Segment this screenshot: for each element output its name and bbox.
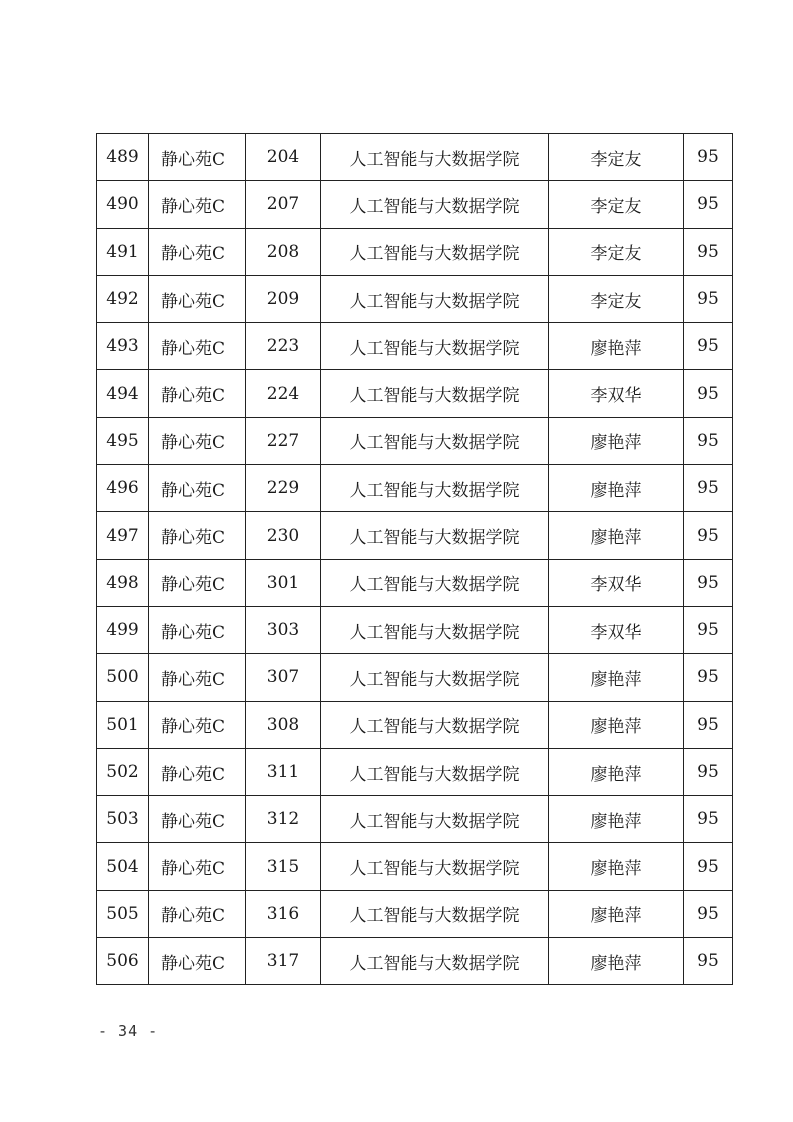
row-number-cell: 502	[97, 748, 149, 795]
college-cell: 人工智能与大数据学院	[321, 465, 549, 512]
score-cell: 95	[684, 134, 733, 181]
score-cell: 95	[684, 323, 733, 370]
table-row	[97, 654, 733, 701]
row-number-cell: 504	[97, 843, 149, 890]
college-cell: 人工智能与大数据学院	[321, 796, 549, 843]
row-number-cell: 492	[97, 275, 149, 322]
building-cell: 静心苑C	[149, 654, 246, 701]
building-cell: 静心苑C	[149, 275, 246, 322]
table-row	[97, 701, 733, 748]
building-cell: 静心苑C	[149, 748, 246, 795]
responsible-person-cell: 李双华	[549, 559, 684, 606]
room-number-cell: 223	[246, 323, 321, 370]
table-row	[97, 228, 733, 275]
table-row	[97, 606, 733, 653]
responsible-person-cell: 廖艳萍	[549, 748, 684, 795]
score-cell: 95	[684, 559, 733, 606]
table-row	[97, 181, 733, 228]
room-number-cell: 208	[246, 228, 321, 275]
row-number-cell: 506	[97, 938, 149, 985]
responsible-person-cell: 李定友	[549, 134, 684, 181]
college-cell: 人工智能与大数据学院	[321, 606, 549, 653]
score-cell: 95	[684, 654, 733, 701]
row-number-cell: 495	[97, 417, 149, 464]
score-cell: 95	[684, 512, 733, 559]
dormitory-score-table	[96, 133, 733, 985]
table-row	[97, 323, 733, 370]
room-number-cell: 311	[246, 748, 321, 795]
room-number-cell: 224	[246, 370, 321, 417]
room-number-cell: 209	[246, 275, 321, 322]
score-cell: 95	[684, 796, 733, 843]
row-number-cell: 494	[97, 370, 149, 417]
college-cell: 人工智能与大数据学院	[321, 134, 549, 181]
score-cell: 95	[684, 606, 733, 653]
responsible-person-cell: 廖艳萍	[549, 938, 684, 985]
college-cell: 人工智能与大数据学院	[321, 843, 549, 890]
building-cell: 静心苑C	[149, 890, 246, 937]
score-cell: 95	[684, 701, 733, 748]
building-cell: 静心苑C	[149, 796, 246, 843]
table-row	[97, 417, 733, 464]
table-row	[97, 370, 733, 417]
room-number-cell: 227	[246, 417, 321, 464]
college-cell: 人工智能与大数据学院	[321, 559, 549, 606]
room-number-cell: 301	[246, 559, 321, 606]
room-number-cell: 229	[246, 465, 321, 512]
room-number-cell: 204	[246, 134, 321, 181]
table-row	[97, 890, 733, 937]
table-row	[97, 938, 733, 985]
room-number-cell: 230	[246, 512, 321, 559]
responsible-person-cell: 廖艳萍	[549, 796, 684, 843]
room-number-cell: 315	[246, 843, 321, 890]
building-cell: 静心苑C	[149, 181, 246, 228]
score-cell: 95	[684, 181, 733, 228]
row-number-cell: 493	[97, 323, 149, 370]
building-cell: 静心苑C	[149, 323, 246, 370]
room-number-cell: 317	[246, 938, 321, 985]
table-row	[97, 465, 733, 512]
building-cell: 静心苑C	[149, 559, 246, 606]
row-number-cell: 505	[97, 890, 149, 937]
responsible-person-cell: 廖艳萍	[549, 654, 684, 701]
college-cell: 人工智能与大数据学院	[321, 938, 549, 985]
score-cell: 95	[684, 938, 733, 985]
college-cell: 人工智能与大数据学院	[321, 417, 549, 464]
building-cell: 静心苑C	[149, 134, 246, 181]
responsible-person-cell: 李双华	[549, 370, 684, 417]
college-cell: 人工智能与大数据学院	[321, 181, 549, 228]
room-number-cell: 316	[246, 890, 321, 937]
college-cell: 人工智能与大数据学院	[321, 370, 549, 417]
score-cell: 95	[684, 275, 733, 322]
responsible-person-cell: 廖艳萍	[549, 465, 684, 512]
building-cell: 静心苑C	[149, 843, 246, 890]
building-cell: 静心苑C	[149, 701, 246, 748]
table-row	[97, 796, 733, 843]
room-number-cell: 312	[246, 796, 321, 843]
row-number-cell: 489	[97, 134, 149, 181]
building-cell: 静心苑C	[149, 228, 246, 275]
college-cell: 人工智能与大数据学院	[321, 512, 549, 559]
table-row	[97, 748, 733, 795]
score-cell: 95	[684, 843, 733, 890]
college-cell: 人工智能与大数据学院	[321, 323, 549, 370]
table-row	[97, 512, 733, 559]
row-number-cell: 496	[97, 465, 149, 512]
responsible-person-cell: 李定友	[549, 228, 684, 275]
college-cell: 人工智能与大数据学院	[321, 654, 549, 701]
score-cell: 95	[684, 465, 733, 512]
responsible-person-cell: 廖艳萍	[549, 323, 684, 370]
table-row	[97, 275, 733, 322]
table-row	[97, 134, 733, 181]
row-number-cell: 500	[97, 654, 149, 701]
score-cell: 95	[684, 890, 733, 937]
page-number: - 34 -	[98, 1022, 159, 1040]
table-row	[97, 559, 733, 606]
responsible-person-cell: 廖艳萍	[549, 417, 684, 464]
room-number-cell: 207	[246, 181, 321, 228]
building-cell: 静心苑C	[149, 370, 246, 417]
row-number-cell: 491	[97, 228, 149, 275]
room-number-cell: 308	[246, 701, 321, 748]
college-cell: 人工智能与大数据学院	[321, 890, 549, 937]
building-cell: 静心苑C	[149, 465, 246, 512]
row-number-cell: 503	[97, 796, 149, 843]
building-cell: 静心苑C	[149, 606, 246, 653]
college-cell: 人工智能与大数据学院	[321, 701, 549, 748]
score-cell: 95	[684, 228, 733, 275]
row-number-cell: 497	[97, 512, 149, 559]
college-cell: 人工智能与大数据学院	[321, 275, 549, 322]
score-cell: 95	[684, 417, 733, 464]
responsible-person-cell: 李定友	[549, 275, 684, 322]
row-number-cell: 498	[97, 559, 149, 606]
row-number-cell: 490	[97, 181, 149, 228]
responsible-person-cell: 廖艳萍	[549, 843, 684, 890]
responsible-person-cell: 廖艳萍	[549, 701, 684, 748]
building-cell: 静心苑C	[149, 512, 246, 559]
table-body	[97, 134, 733, 985]
building-cell: 静心苑C	[149, 938, 246, 985]
row-number-cell: 499	[97, 606, 149, 653]
college-cell: 人工智能与大数据学院	[321, 228, 549, 275]
responsible-person-cell: 廖艳萍	[549, 890, 684, 937]
responsible-person-cell: 廖艳萍	[549, 512, 684, 559]
score-cell: 95	[684, 748, 733, 795]
room-number-cell: 307	[246, 654, 321, 701]
responsible-person-cell: 李双华	[549, 606, 684, 653]
table-row	[97, 843, 733, 890]
score-cell: 95	[684, 370, 733, 417]
room-number-cell: 303	[246, 606, 321, 653]
building-cell: 静心苑C	[149, 417, 246, 464]
responsible-person-cell: 李定友	[549, 181, 684, 228]
row-number-cell: 501	[97, 701, 149, 748]
college-cell: 人工智能与大数据学院	[321, 748, 549, 795]
